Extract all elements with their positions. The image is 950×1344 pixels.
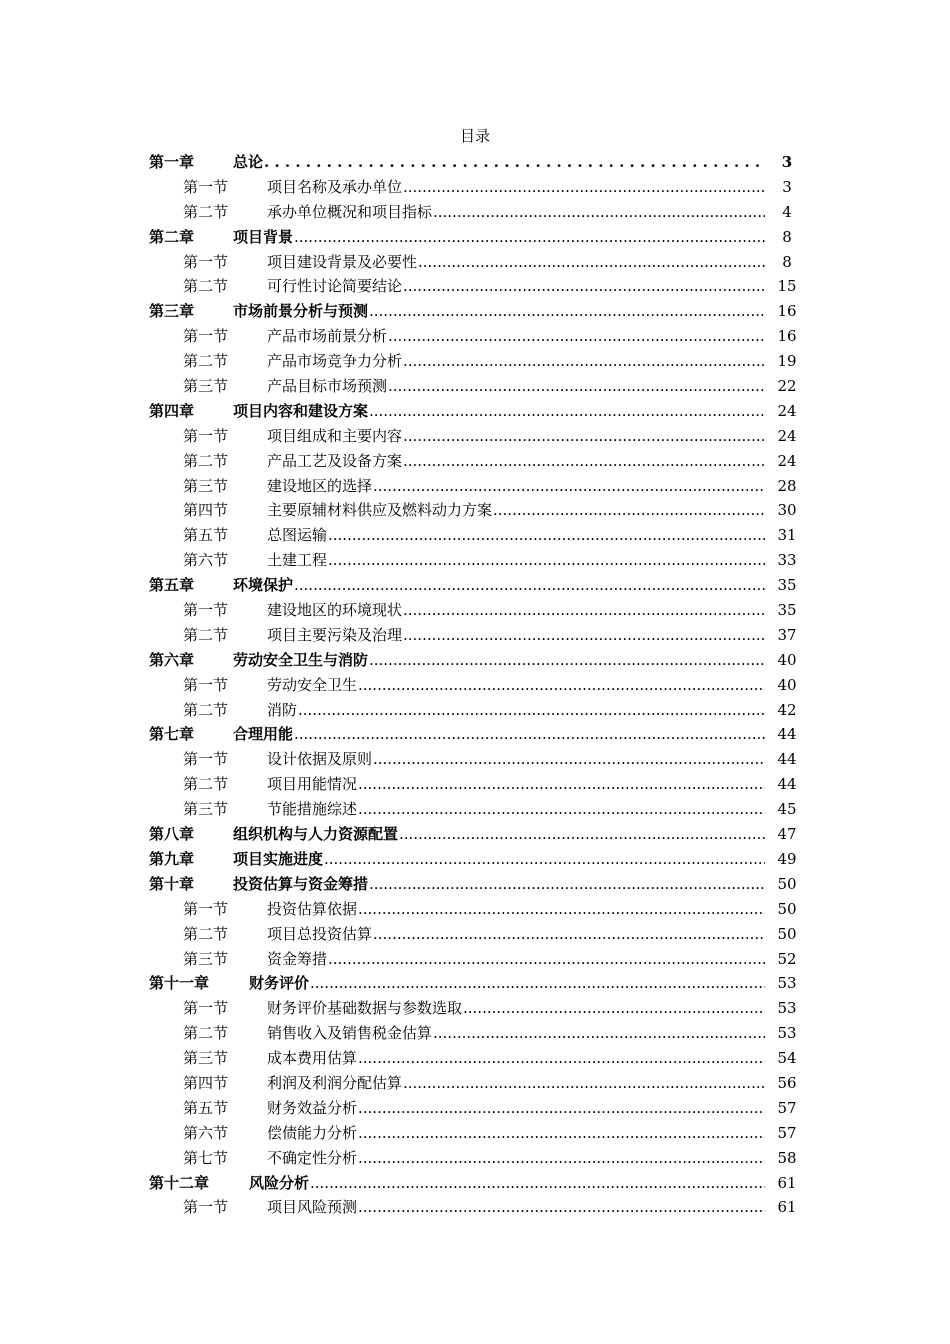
page-number: 52 — [777, 949, 797, 968]
section-number: 第一节 — [183, 750, 229, 769]
dot-leader — [403, 623, 765, 648]
section-title: 偿债能力分析 — [267, 1121, 358, 1146]
toc-section-entry[interactable] — [149, 474, 809, 499]
page-number: 45 — [777, 800, 797, 819]
page-number: 56 — [777, 1073, 797, 1092]
page-number: 28 — [777, 476, 797, 495]
section-number: 第七节 — [183, 1148, 229, 1167]
page-number: 24 — [777, 401, 797, 420]
chapter-number: 第七章 — [149, 725, 195, 744]
dot-leader — [358, 1046, 765, 1071]
dot-leader — [310, 1171, 765, 1196]
page-number: 19 — [777, 352, 797, 371]
dot-leader — [358, 1121, 765, 1146]
dot-leader — [358, 1096, 765, 1121]
page-number: 53 — [777, 999, 797, 1018]
dot-leader — [358, 1195, 765, 1220]
dot-leader — [328, 947, 765, 972]
dot-leader — [433, 1021, 765, 1046]
dot-leader — [433, 200, 765, 225]
page-number: 35 — [777, 601, 797, 620]
chapter-number: 第五章 — [149, 576, 195, 595]
chapter-title: 投资估算与资金筹措 — [233, 872, 369, 897]
toc-section-entry[interactable] — [149, 1096, 809, 1121]
toc-section-entry[interactable] — [149, 673, 809, 698]
toc-chapter-entry[interactable] — [149, 822, 809, 847]
chapter-number: 第十章 — [149, 874, 195, 893]
page-number: 50 — [777, 924, 797, 943]
dot-leader — [369, 648, 765, 673]
section-number: 第二节 — [183, 451, 229, 470]
section-title: 可行性讨论简要结论 — [267, 274, 403, 299]
chapter-title: 项目实施进度 — [233, 847, 324, 872]
toc-chapter-entry[interactable] — [149, 847, 809, 872]
page-number: 22 — [777, 377, 797, 396]
toc-section-entry[interactable] — [149, 250, 809, 275]
dot-leader — [294, 573, 765, 598]
section-number: 第一节 — [183, 675, 229, 694]
section-title: 投资估算依据 — [267, 897, 358, 922]
section-number: 第二节 — [183, 700, 229, 719]
section-title: 劳动安全卫生 — [267, 673, 358, 698]
section-title: 产品市场竞争力分析 — [267, 349, 403, 374]
chapter-number: 第八章 — [149, 825, 195, 844]
page-number: 44 — [777, 750, 797, 769]
section-title: 项目名称及承办单位 — [267, 175, 403, 200]
toc-section-entry[interactable] — [149, 797, 809, 822]
chapter-title: 财务评价 — [249, 971, 310, 996]
dot-leader — [373, 747, 765, 772]
toc-section-entry[interactable] — [149, 200, 809, 225]
section-number: 第一节 — [183, 899, 229, 918]
toc-section-entry[interactable] — [149, 1021, 809, 1046]
chapter-number: 第三章 — [149, 302, 195, 321]
chapter-title: 总论 — [233, 150, 264, 175]
section-number: 第一节 — [183, 177, 229, 196]
page-number: 53 — [777, 1024, 797, 1043]
chapter-title: 合理用能 — [233, 722, 294, 747]
dot-leader — [403, 175, 765, 200]
section-title: 项目组成和主要内容 — [267, 424, 403, 449]
page-number: 8 — [782, 252, 792, 271]
dot-leader — [298, 698, 765, 723]
toc-chapter-entry[interactable] — [149, 299, 809, 324]
page-number: 4 — [782, 202, 792, 221]
section-title: 项目风险预测 — [267, 1195, 358, 1220]
dot-leader — [358, 797, 765, 822]
toc-section-entry[interactable] — [149, 349, 809, 374]
dot-leader — [369, 399, 765, 424]
section-title: 建设地区的选择 — [267, 474, 373, 499]
dot-leader — [418, 250, 765, 275]
chapter-title: 环境保护 — [233, 573, 294, 598]
toc-section-entry[interactable] — [149, 274, 809, 299]
section-title: 总图运输 — [267, 523, 328, 548]
section-number: 第一节 — [183, 426, 229, 445]
page-number: 40 — [777, 650, 797, 669]
section-title: 土建工程 — [267, 548, 328, 573]
section-title: 项目总投资估算 — [267, 922, 373, 947]
section-title: 建设地区的环境现状 — [267, 598, 403, 623]
page-number: 61 — [777, 1198, 797, 1217]
page-number: 15 — [777, 277, 797, 296]
chapter-number: 第十一章 — [149, 974, 210, 993]
dot-leader — [358, 897, 765, 922]
page-number: 16 — [777, 302, 797, 321]
dot-leader — [388, 374, 765, 399]
section-title: 产品工艺及设备方案 — [267, 449, 403, 474]
dot-leader — [373, 474, 765, 499]
toc-section-entry[interactable] — [149, 1046, 809, 1071]
chapter-number: 第九章 — [149, 849, 195, 868]
toc-section-entry[interactable] — [149, 1071, 809, 1096]
toc-section-entry[interactable] — [149, 1146, 809, 1171]
page-number: 42 — [777, 700, 797, 719]
page-number: 30 — [777, 501, 797, 520]
section-number: 第三节 — [183, 1049, 229, 1068]
page-number: 40 — [777, 675, 797, 694]
toc-section-entry[interactable] — [149, 424, 809, 449]
dot-leader — [388, 324, 765, 349]
section-title: 财务评价基础数据与参数选取 — [267, 996, 463, 1021]
dot-leader — [373, 922, 765, 947]
page-number: 61 — [777, 1173, 797, 1192]
section-title: 项目用能情况 — [267, 772, 358, 797]
section-title: 产品市场前景分析 — [267, 324, 388, 349]
dot-leader — [264, 150, 765, 175]
section-number: 第二节 — [183, 202, 229, 221]
dot-leader — [403, 424, 765, 449]
dot-leader — [403, 274, 765, 299]
toc-chapter-entry[interactable] — [149, 150, 809, 175]
dot-leader — [358, 1146, 765, 1171]
section-number: 第一节 — [183, 327, 229, 346]
page-number: 37 — [777, 625, 797, 644]
toc-chapter-entry[interactable] — [149, 722, 809, 747]
page-number: 53 — [777, 974, 797, 993]
section-title: 项目主要污染及治理 — [267, 623, 403, 648]
page-number: 33 — [777, 551, 797, 570]
page-number: 57 — [777, 1098, 797, 1117]
page-number: 3 — [782, 177, 792, 196]
toc-heading: 目录 — [459, 127, 490, 145]
section-number: 第四节 — [183, 501, 229, 520]
dot-leader — [369, 872, 765, 897]
toc-section-entry[interactable] — [149, 698, 809, 723]
chapter-title: 组织机构与人力资源配置 — [233, 822, 399, 847]
toc-section-entry[interactable] — [149, 498, 809, 523]
section-title: 销售收入及销售税金估算 — [267, 1021, 433, 1046]
toc-section-entry[interactable] — [149, 947, 809, 972]
page-number: 24 — [777, 451, 797, 470]
page-number: 54 — [777, 1049, 797, 1068]
dot-leader — [399, 822, 765, 847]
dot-leader — [310, 971, 765, 996]
toc-chapter-entry[interactable] — [149, 225, 809, 250]
chapter-number: 第六章 — [149, 650, 195, 669]
section-title: 利润及利润分配估算 — [267, 1071, 403, 1096]
dot-leader — [403, 1071, 765, 1096]
chapter-title: 项目背景 — [233, 225, 294, 250]
section-title: 资金筹措 — [267, 947, 328, 972]
page-number: 47 — [777, 825, 797, 844]
chapter-title: 劳动安全卫生与消防 — [233, 648, 369, 673]
page-number: 3 — [781, 153, 793, 171]
toc-section-entry[interactable] — [149, 1121, 809, 1146]
section-title: 承办单位概况和项目指标 — [267, 200, 433, 225]
dot-leader — [403, 449, 765, 474]
toc-section-entry[interactable] — [149, 523, 809, 548]
section-number: 第二节 — [183, 775, 229, 794]
section-number: 第二节 — [183, 1024, 229, 1043]
toc-section-entry[interactable] — [149, 922, 809, 947]
toc-chapter-entry[interactable] — [149, 872, 809, 897]
dot-leader — [324, 847, 765, 872]
chapter-number: 第四章 — [149, 401, 195, 420]
page-number: 24 — [777, 426, 797, 445]
toc-chapter-entry[interactable] — [149, 573, 809, 598]
dot-leader — [358, 673, 765, 698]
section-title: 不确定性分析 — [267, 1146, 358, 1171]
dot-leader — [369, 299, 765, 324]
section-title: 项目建设背景及必要性 — [267, 250, 418, 275]
toc-section-entry[interactable] — [149, 598, 809, 623]
chapter-number: 第一章 — [149, 153, 195, 171]
section-title: 节能措施综述 — [267, 797, 358, 822]
table-of-contents — [149, 150, 809, 1220]
section-number: 第一节 — [183, 1198, 229, 1217]
section-number: 第三节 — [183, 800, 229, 819]
chapter-number: 第二章 — [149, 227, 195, 246]
toc-section-entry[interactable] — [149, 623, 809, 648]
toc-chapter-entry[interactable] — [149, 1171, 809, 1196]
section-title: 消防 — [267, 698, 298, 723]
section-number: 第五节 — [183, 526, 229, 545]
section-number: 第六节 — [183, 1123, 229, 1142]
section-number: 第二节 — [183, 625, 229, 644]
dot-leader — [403, 598, 765, 623]
section-title: 成本费用估算 — [267, 1046, 358, 1071]
section-title: 财务效益分析 — [267, 1096, 358, 1121]
page-number: 16 — [777, 327, 797, 346]
toc-section-entry[interactable] — [149, 772, 809, 797]
toc-section-entry[interactable] — [149, 747, 809, 772]
section-title: 产品目标市场预测 — [267, 374, 388, 399]
dot-leader — [328, 548, 765, 573]
toc-section-entry[interactable] — [149, 374, 809, 399]
section-number: 第五节 — [183, 1098, 229, 1117]
section-title: 主要原辅材料供应及燃料动力方案 — [267, 498, 493, 523]
page-number: 8 — [782, 227, 792, 246]
toc-section-entry[interactable] — [149, 175, 809, 200]
dot-leader — [463, 996, 765, 1021]
dot-leader — [294, 722, 765, 747]
page-number: 50 — [777, 899, 797, 918]
toc-section-entry[interactable] — [149, 548, 809, 573]
toc-chapter-entry[interactable] — [149, 399, 809, 424]
page-number: 57 — [777, 1123, 797, 1142]
page-number: 44 — [777, 725, 797, 744]
toc-section-entry[interactable] — [149, 996, 809, 1021]
toc-section-entry[interactable] — [149, 1195, 809, 1220]
dot-leader — [358, 772, 765, 797]
toc-chapter-entry[interactable] — [149, 648, 809, 673]
section-number: 第二节 — [183, 352, 229, 371]
dot-leader — [294, 225, 765, 250]
section-title: 设计依据及原则 — [267, 747, 373, 772]
section-number: 第二节 — [183, 277, 229, 296]
chapter-title: 风险分析 — [249, 1171, 310, 1196]
page-number: 50 — [777, 874, 797, 893]
toc-section-entry[interactable] — [149, 897, 809, 922]
section-number: 第六节 — [183, 551, 229, 570]
page-number: 35 — [777, 576, 797, 595]
chapter-number: 第十二章 — [149, 1173, 210, 1192]
page-number: 31 — [777, 526, 797, 545]
section-number: 第一节 — [183, 601, 229, 620]
page-number: 49 — [777, 849, 797, 868]
dot-leader — [493, 498, 765, 523]
toc-chapter-entry[interactable] — [149, 971, 809, 996]
section-number: 第三节 — [183, 949, 229, 968]
section-number: 第一节 — [183, 999, 229, 1018]
section-number: 第二节 — [183, 924, 229, 943]
toc-section-entry[interactable] — [149, 324, 809, 349]
section-number: 第四节 — [183, 1073, 229, 1092]
chapter-title: 项目内容和建设方案 — [233, 399, 369, 424]
section-number: 第三节 — [183, 476, 229, 495]
chapter-title: 市场前景分析与预测 — [233, 299, 369, 324]
toc-section-entry[interactable] — [149, 449, 809, 474]
page-number: 44 — [777, 775, 797, 794]
dot-leader — [403, 349, 765, 374]
dot-leader — [328, 523, 765, 548]
section-number: 第一节 — [183, 252, 229, 271]
page-number: 58 — [777, 1148, 797, 1167]
section-number: 第三节 — [183, 377, 229, 396]
